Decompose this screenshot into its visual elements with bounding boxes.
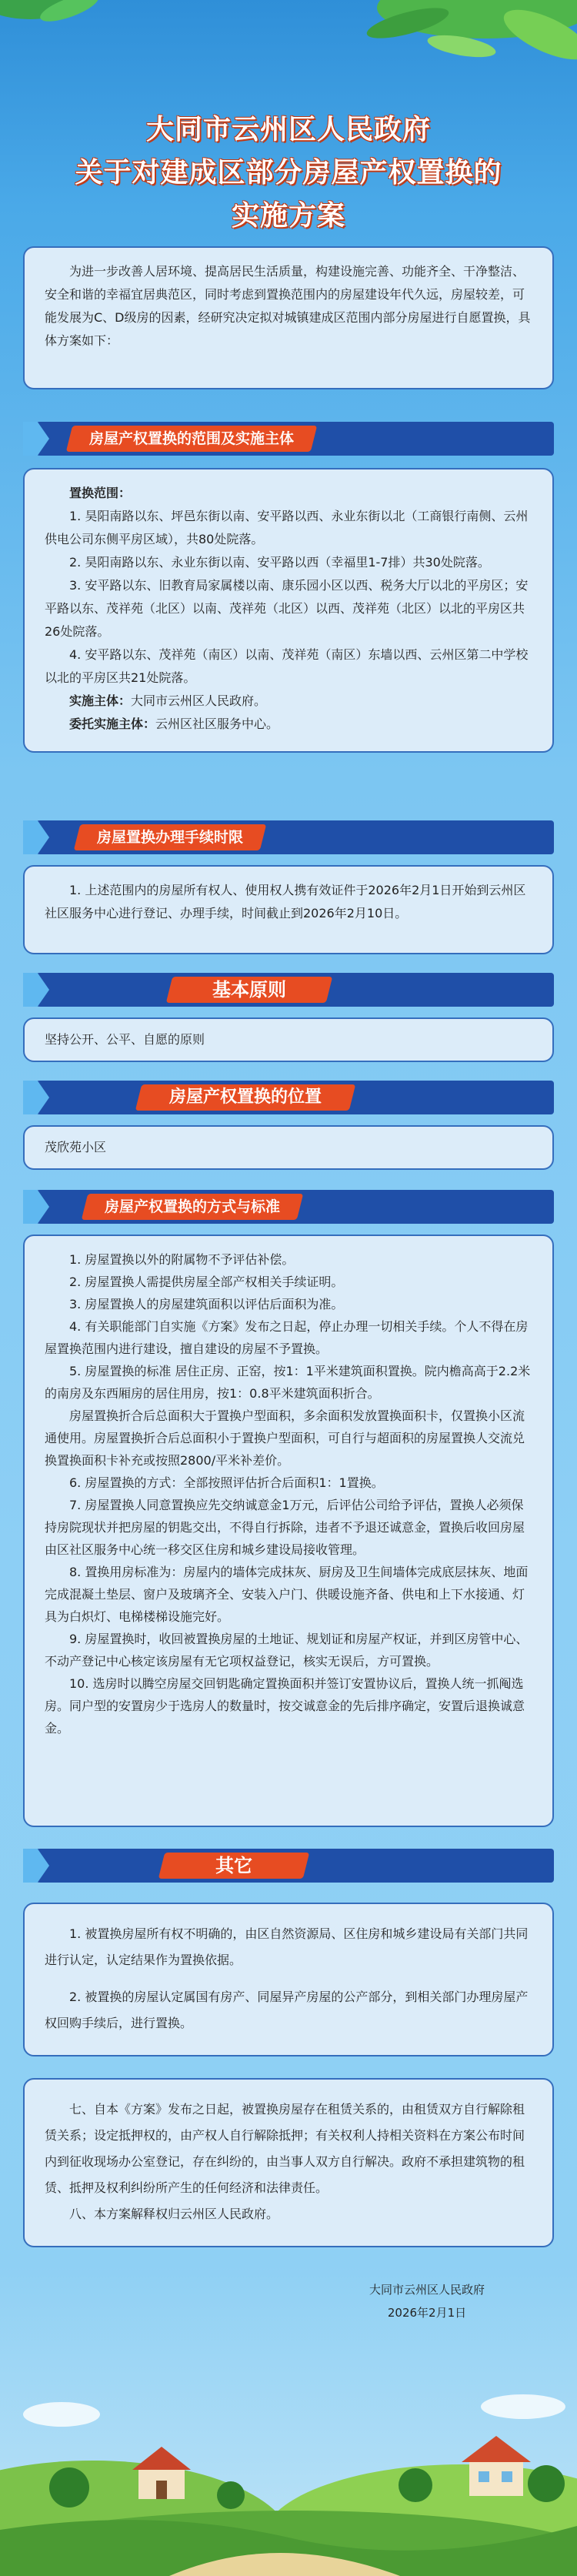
location-text: 茂欣苑小区 bbox=[45, 1140, 107, 1154]
arrow-icon bbox=[23, 1190, 49, 1224]
section-title-principle: 基本原则 bbox=[212, 979, 286, 1001]
section-title-others: 其它 bbox=[215, 1855, 252, 1876]
method-item: 9. 房屋置换时，收回被置换房屋的土地证、规划证和房屋产权证，并到区房管中心、不动产登记中心核定该房屋有无它项权益登记，核实无误后，方可置换。 bbox=[45, 1632, 529, 1669]
section-title-deadline: 房屋置换办理手续时限 bbox=[97, 829, 244, 846]
final-item: 八、本方案解释权归云州区人民政府。 bbox=[69, 2207, 279, 2221]
scope-item: 4. 安平路以东、茂祥苑（南区）以南、茂祥苑（南区）东墙以西、云州区第二中学校以北的平房区共21处院落。 bbox=[45, 647, 529, 685]
methods-panel bbox=[23, 1235, 554, 1827]
location-panel bbox=[23, 1125, 554, 1170]
entrust-value: 云州区社区服务中心。 bbox=[155, 717, 279, 731]
signature-date: 2026年2月1日 bbox=[387, 2306, 467, 2320]
entrust-label: 委托实施主体： bbox=[69, 717, 156, 731]
deadline-panel bbox=[23, 865, 554, 954]
scope-item: 3. 安平路以东、旧教育局家属楼以南、康乐园小区以西、税务大厅以北的平房区；安平路以东、茂祥苑（北区）以南、茂祥苑（北区）以西、茂祥苑（北区）以北的平房区共26处院落。 bbox=[45, 578, 529, 639]
section-title-methods: 房屋产权置换的方式与标准 bbox=[105, 1198, 281, 1215]
section-bar-methods bbox=[23, 1190, 554, 1224]
scope-item: 1. 昊阳南路以东、坪邑东街以南、安平路以西、永业东街以北（工商银行南侧、云州供电公司东侧平房区域），共80处院落。 bbox=[45, 509, 529, 546]
section-bar-scope bbox=[23, 422, 554, 456]
section-bar-deadline bbox=[23, 820, 554, 854]
section-title-scope: 房屋产权置换的范围及实施主体 bbox=[89, 430, 295, 447]
arrow-icon bbox=[23, 1849, 49, 1883]
arrow-icon bbox=[23, 422, 49, 456]
house-right-icon bbox=[462, 2436, 531, 2496]
section-bar-principle bbox=[23, 973, 554, 1007]
method-item: 5. 房屋置换的标准 居住正房、正窑，按1：1平米建筑面积置换。院内檐高高于2.2米的南房及东西厢房的居住用房，按1：0.8平米建筑面积折合。 bbox=[45, 1364, 531, 1401]
final-item: 七、自本《方案》发布之日起，被置换房屋存在租赁关系的，由租赁双方自行解除租赁关系；设定抵押权的，由产权人自行解除抵押；有关权利人持相关资料在方案公布时间内到征收现场办公室登记，存在纠纷的，由当事人双方自行解决。政府不承担建筑物的租赁、抵押及权利纠纷所产生的任何经济和法律责任。 bbox=[45, 2102, 525, 2195]
method-item: 6. 房屋置换的方式：全部按照评估折合后面积1：1置换。 bbox=[69, 1475, 384, 1490]
principle-panel bbox=[23, 1017, 554, 1062]
scope-panel bbox=[23, 468, 554, 753]
title-line-1: 大同市云州区人民政府 bbox=[145, 114, 431, 145]
title-line-3: 实施方案 bbox=[231, 200, 345, 232]
method-item: 4. 有关职能部门自实施《方案》发布之日起，停止办理一切相关手续。个人不得在房屋置换范围内进行建设，擅自建设的房屋不予置换。 bbox=[45, 1319, 529, 1356]
body-value: 大同市云州区人民政府。 bbox=[131, 693, 267, 708]
leaves-decoration-right bbox=[285, 0, 577, 92]
others-item: 1. 被置换房屋所有权不明确的，由区自然资源局、区住房和城乡建设局有关部门共同进行认定，认定结果作为置换依据。 bbox=[45, 1926, 529, 1967]
section-title-location: 房屋产权置换的位置 bbox=[169, 1088, 322, 1107]
scope-item: 2. 昊阳南路以东、永业东街以南、安平路以西（幸福里1-7排）共30处院落。 bbox=[69, 555, 490, 570]
title-line-2: 关于对建成区部分房屋产权置换的 bbox=[75, 157, 502, 189]
arrow-icon bbox=[23, 820, 49, 854]
leaves-decoration-left bbox=[0, 0, 115, 62]
deadline-text: 1. 上述范围内的房屋所有权人、使用权人携有效证件于2026年2月1日开始到云州区社区服务中心进行登记、办理手续，时间截止到2026年2月10日。 bbox=[45, 883, 526, 920]
clouds-decoration bbox=[23, 2394, 565, 2427]
others-panel bbox=[23, 1903, 554, 2056]
others-item: 2. 被置换的房屋认定属国有房产、同屋异产房屋的公产部分，到相关部门办理房屋产权回购手续后，进行置换。 bbox=[45, 1990, 529, 2030]
intro-panel bbox=[23, 246, 554, 389]
signature bbox=[369, 2278, 485, 2324]
method-item: 2. 房屋置换人需提供房屋全部产权相关手续证明。 bbox=[69, 1275, 344, 1289]
method-item: 房屋置换折合后总面积大于置换户型面积，多余面积发放置换面积卡，仅置换小区流通使用。房屋置换折合后总面积小于置换户型面积，可自行与超面积的房屋置换人交流兑换置换面积卡补充或按照2800/平米补差价。 bbox=[45, 1408, 525, 1468]
arrow-icon bbox=[23, 1081, 49, 1114]
arrow-icon bbox=[23, 973, 49, 1007]
scope-heading: 置换范围： bbox=[69, 486, 132, 500]
method-item: 8. 置换用房标准为：房屋内的墙体完成抹灰、厨房及卫生间墙体完成底层抹灰、地面完成混凝土垫层、窗户及玻璃齐全、安装入户门、供暖设施齐备、供电和上下水接通、灯具为白炽灯、电梯楼梯设施完好。 bbox=[45, 1565, 529, 1624]
method-item: 10. 选房时以腾空房屋交回钥匙确定置换面积并签订安置协议后，置换人统一抓阄选房。同户型的安置房少于选房人的数量时，按交诚意金的先后排序确定，安置后退换诚意金。 bbox=[45, 1676, 525, 1736]
section-bar-others bbox=[23, 1849, 554, 1883]
landscape-illustration bbox=[0, 2353, 577, 2576]
method-item: 1. 房屋置换以外的附属物不予评估补偿。 bbox=[69, 1252, 295, 1267]
principle-text: 坚持公开、公平、自愿的原则 bbox=[45, 1032, 205, 1047]
method-item: 7. 房屋置换人同意置换应先交纳诚意金1万元，后评估公司给予评估，置换人必须保持房院现状并把房屋的钥匙交出，不得自行拆除，违者不予退还诚意金，置换后收回房屋由区社区服务中心统一移交区住房和城乡建设局接收管理。 bbox=[45, 1498, 525, 1557]
house-left-icon bbox=[132, 2447, 191, 2499]
intro-text: 为进一步改善人居环境、提高居民生活质量，构建设施完善、功能齐全、干净整洁、安全和谐的幸福宜居典范区，同时考虑到置换范围内的房屋建设年代久远，房屋较差，可能发展为C、D级房的因素，经研究决定拟对城镇建成区范围内部分房屋进行自愿置换，具体方案如下： bbox=[45, 264, 531, 348]
signature-org: 大同市云州区人民政府 bbox=[369, 2283, 485, 2297]
body-label: 实施主体： bbox=[69, 693, 132, 708]
section-bar-location bbox=[23, 1081, 554, 1114]
final-panel bbox=[23, 2078, 554, 2247]
method-item: 3. 房屋置换人的房屋建筑面积以评估后面积为准。 bbox=[69, 1297, 344, 1311]
